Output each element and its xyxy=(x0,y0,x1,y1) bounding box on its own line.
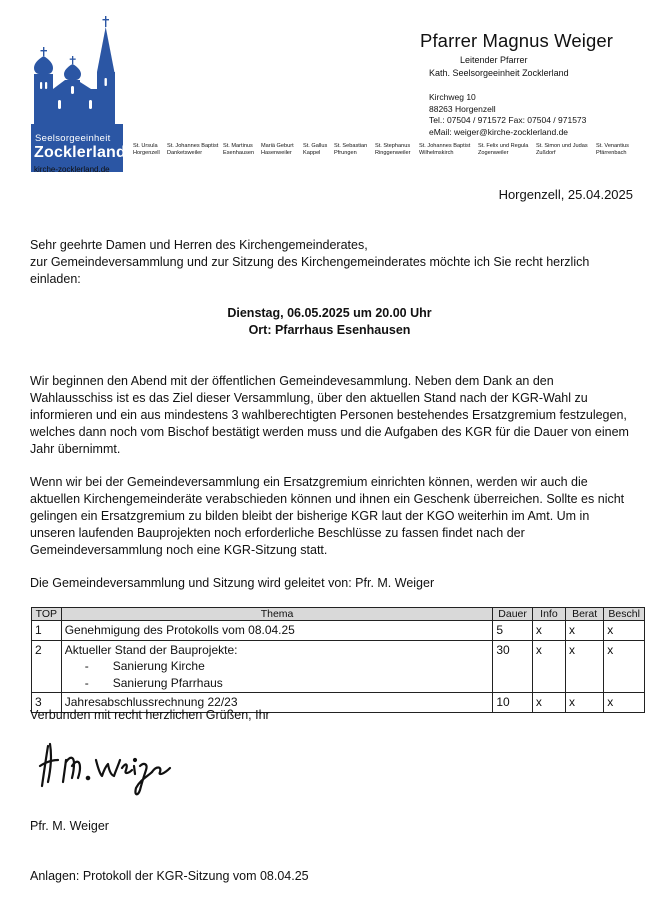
signer-name: Pfr. M. Weiger xyxy=(30,819,109,833)
handwritten-signature xyxy=(36,738,176,805)
logo-line-1: Seelsorgeeinheit xyxy=(35,133,111,144)
col-beschl: Beschl xyxy=(604,608,645,621)
address-street: Kirchweg 10 xyxy=(429,92,476,102)
paragraph-details: Wenn wir bei der Gemeindeversammlung ein Ersatzgremium einrichten können, werden wir auch die aktuellen Kirchengemeinderäte verabschieden können und ihnen ein Geschenk überreichen. Sollte es nicht gelingen ein Ersatzgremium zu bilden bleibt der bisherige KGR laut der KGO weiterhin im Amt. Um in unseren laufenden Bauprojekten noch erforderliche Beschlüsse zu fassen findet nach der Gemeindeversammlung noch eine KGR-Sitzung statt. xyxy=(30,475,625,557)
parish-item: St. Stephanus Ringgenweiler xyxy=(375,143,411,156)
sender-name: Pfarrer Magnus Weiger xyxy=(420,30,613,51)
col-dauer: Dauer xyxy=(493,608,533,621)
table-row: 3 Jahresabschlussrechnung 22/23 10 x x x xyxy=(32,693,645,713)
parish-item: St. Martinus Esenhausen xyxy=(223,143,255,156)
logo xyxy=(31,16,127,161)
sender-unit: Kath. Seelsorgeeinheit Zocklerland xyxy=(429,68,569,78)
closing-line: Verbunden mit recht herzlichen Grüßen, Ihr xyxy=(30,708,270,722)
parish-item: St. Simon und Judas Zußdorf xyxy=(536,143,588,156)
parish-item: St. Johannes Baptist Wilhelmskirch xyxy=(419,143,471,156)
col-info: Info xyxy=(532,608,565,621)
chair-line: Die Gemeindeversammlung und Sitzung wird geleitet von: Pfr. M. Weiger xyxy=(30,576,435,590)
attachments-line: Anlagen: Protokoll der KGR-Sitzung vom 08.04.25 xyxy=(30,869,309,883)
paragraph-intro: Wir beginnen den Abend mit der öffentlichen Gemeindevesammlung. Neben dem Dank an den Wahlausschiss ist es das Ziel dieser Versammlung, über den aktuellen Stand nach der KGR-Wahl zu informieren und ein aus mindestens 3 wahlberechtigten Personen bestehendes Ersatzgremium festzulegen, welches dann noch vom Bischof bestätigt werden muss und die Aufgaben des KGR für die Dauer von einem Jahr übernimmt. xyxy=(30,374,629,456)
parish-item: St. Gallus Kappel xyxy=(303,143,328,156)
table-row: 2 Aktueller Stand der Bauprojekte: - Sanierung Kirche - Sanierung Pfarrhaus 30 x x x xyxy=(32,640,645,693)
agenda-subitem: - Sanierung Kirche xyxy=(84,659,205,673)
agenda-subitem: - Sanierung Pfarrhaus xyxy=(84,675,223,690)
address-phone: Tel.: 07504 / 971572 Fax: 07504 / 971573 xyxy=(429,115,587,126)
agenda-topic: Aktueller Stand der Bauprojekte: xyxy=(64,642,238,657)
address-email[interactable]: eMail: weiger@kirche-zocklerland.de xyxy=(429,127,569,138)
agenda-table xyxy=(31,607,645,713)
col-berat: Berat xyxy=(565,608,603,621)
table-row: 1 Genehmigung des Protokolls vom 08.04.25 5 x x x xyxy=(32,621,645,641)
website-link[interactable]: kirche-zocklerland.de xyxy=(34,165,110,174)
address-city: 88263 Horgenzell xyxy=(429,103,496,114)
parish-item: St. Felix und Regula Zogenweiler xyxy=(478,143,529,156)
parish-item: St. Ursula Horgenzell xyxy=(133,143,160,156)
col-top: TOP xyxy=(32,608,62,621)
parish-item: Mariä Geburt Hasenweiler xyxy=(261,143,294,156)
letter-date: Horgenzell, 25.04.2025 xyxy=(498,187,633,202)
parish-item: St. Sebastian Pfrungen xyxy=(334,143,368,156)
sender-role: Leitender Pfarrer xyxy=(460,55,528,65)
salutation: Sehr geehrte Damen und Herren des Kirchengemeinderates, zur Gemeindeversammlung und zur Sitzung des Kirchengemeinderates möchte ich Sie recht herzlich einladen: xyxy=(30,238,590,286)
parish-list xyxy=(133,143,643,159)
parish-item: St. Johannes Baptist Danketsweiler xyxy=(167,143,219,156)
sender-address xyxy=(429,92,586,139)
meeting-date: Dienstag, 06.05.2025 um 20.00 Uhr xyxy=(227,306,432,320)
logo-line-2: Zocklerland xyxy=(34,144,127,161)
parish-item: St. Venantius Pfärrenbach xyxy=(596,143,629,156)
col-thema: Thema xyxy=(61,608,493,621)
table-header-row xyxy=(32,608,645,621)
churches-logo-icon xyxy=(31,16,123,124)
meeting-location: Ort: Pfarrhaus Esenhausen xyxy=(248,323,411,337)
